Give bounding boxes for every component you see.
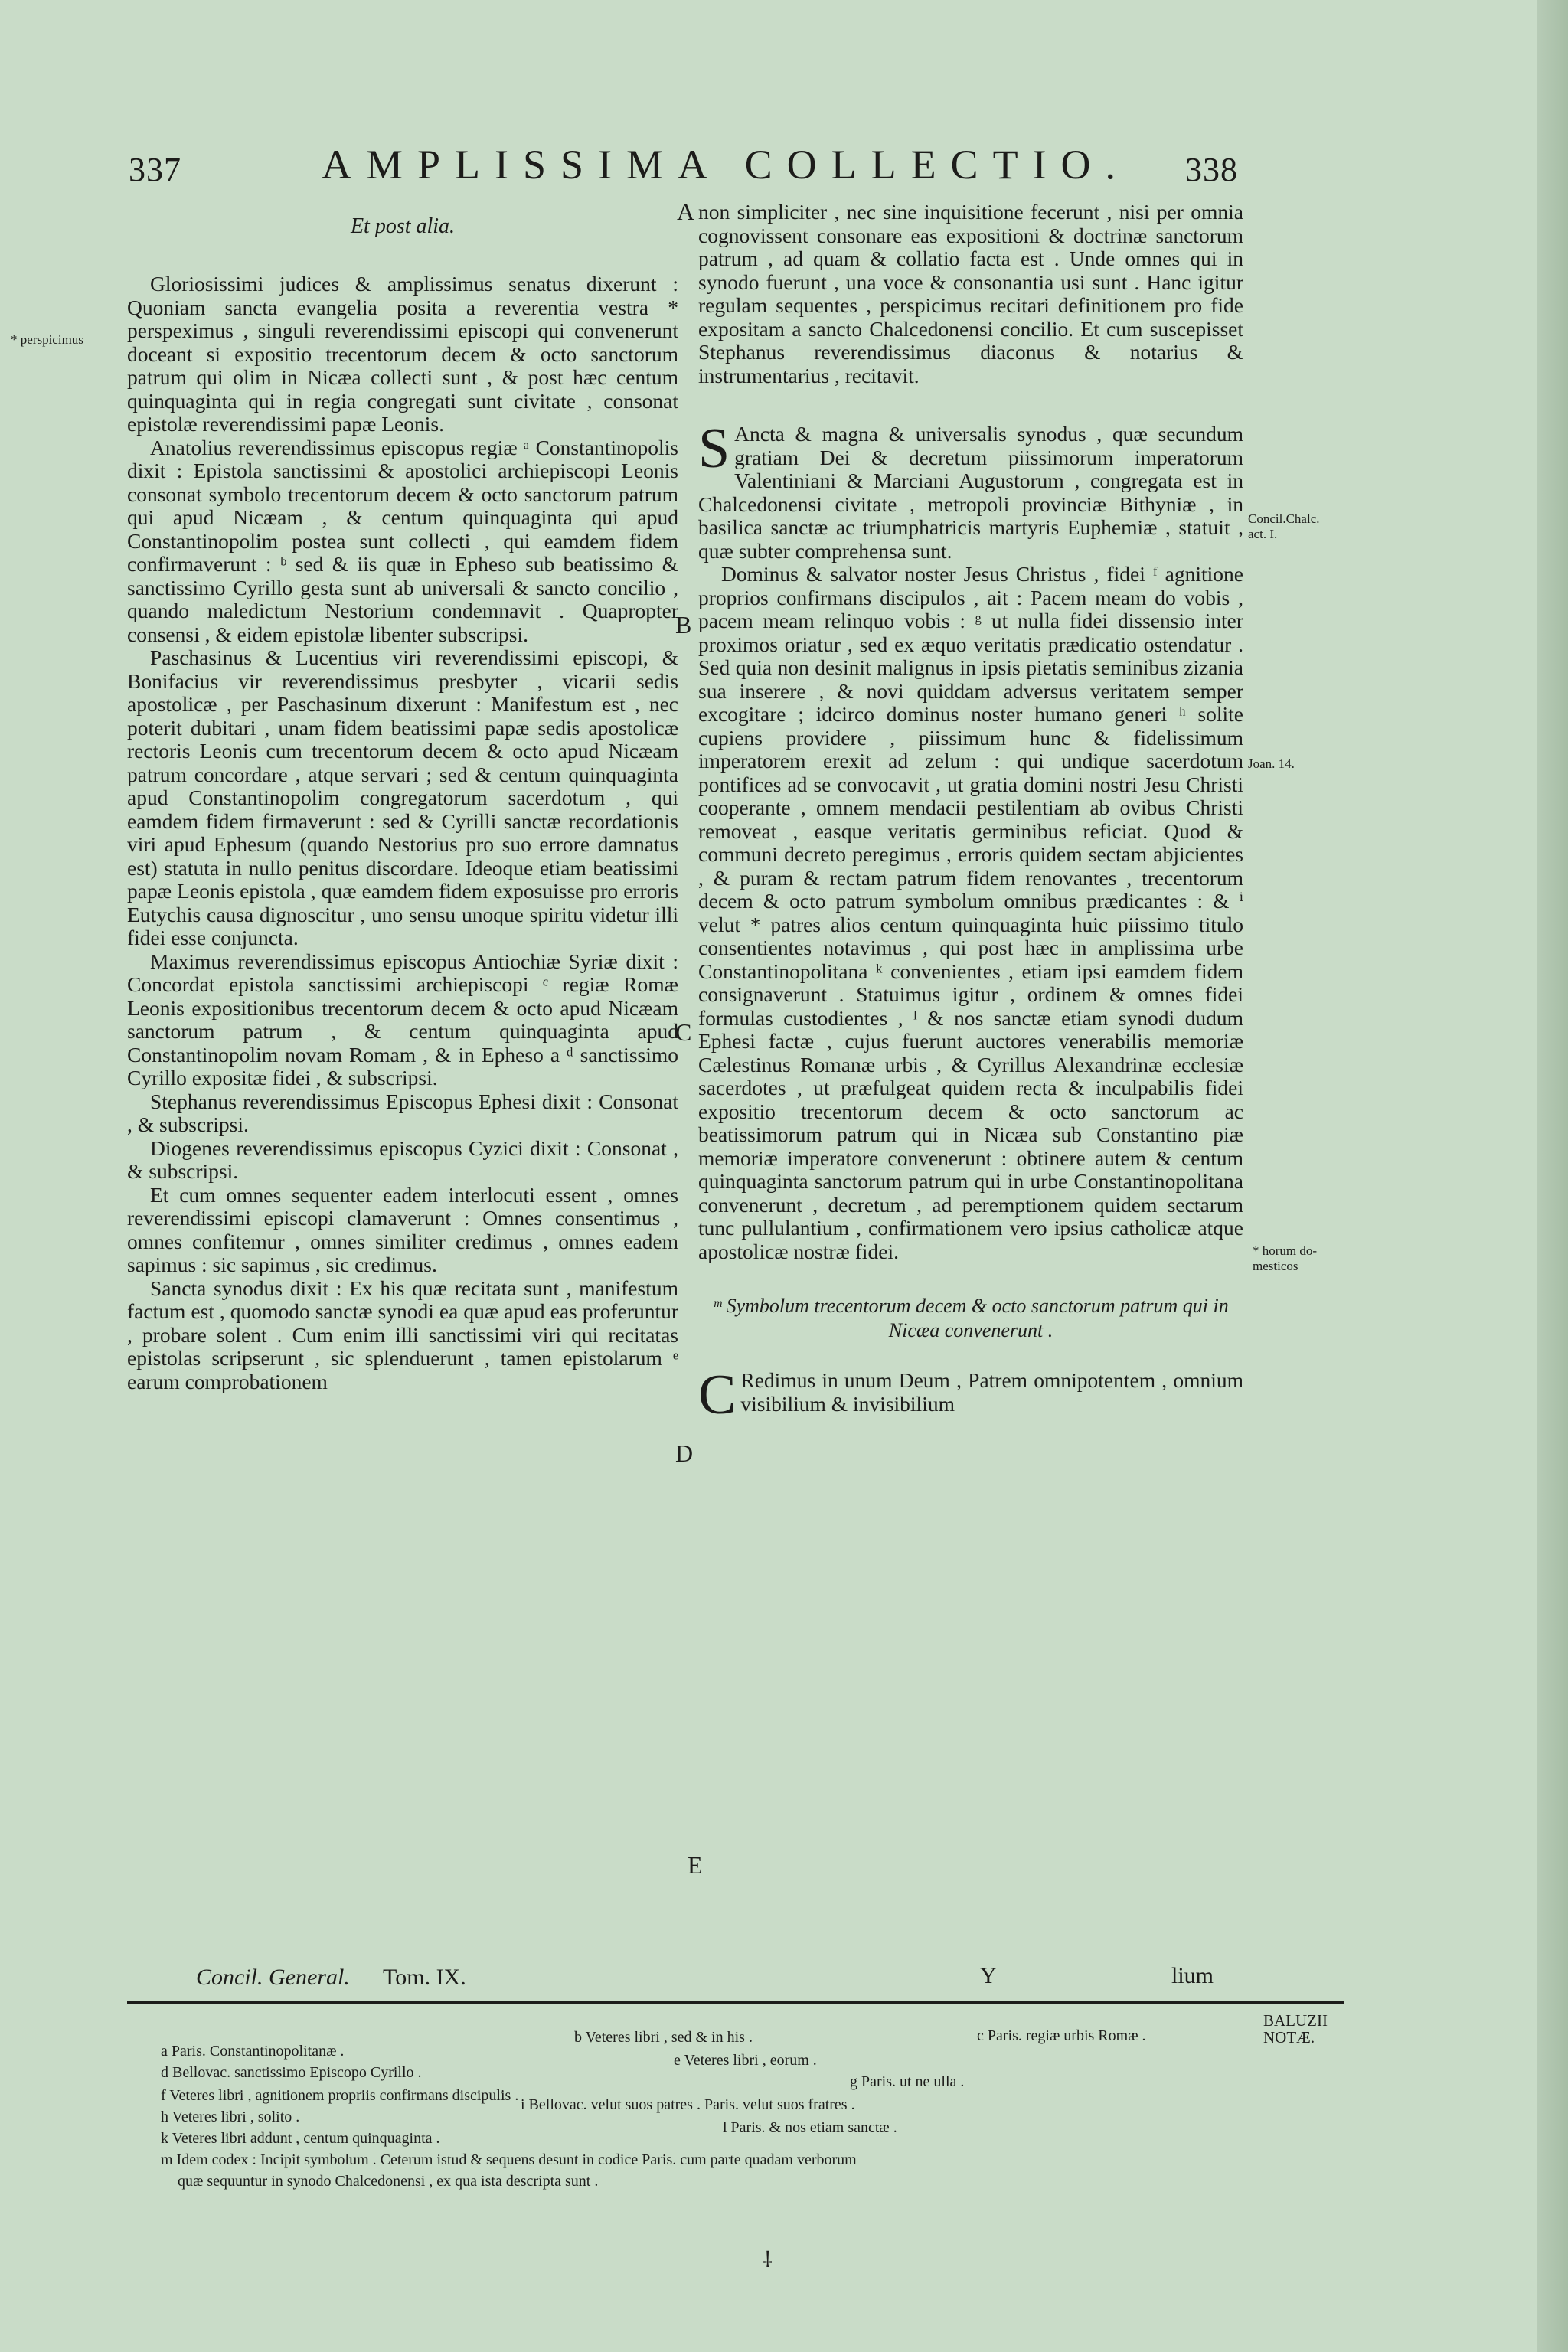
page-number-right: 338 bbox=[1185, 151, 1238, 188]
right-column bbox=[698, 201, 1243, 1418]
paragraph: Paschasinus & Lucentius viri reverendissimi episcopi, & Bonifacius vir reverendissimus presbyter , vicarii sedis apostolicæ , per Paschasinum dixerunt : Manifestum est , nec poterit dubitari , unam fidem beatissimi papæ sedis apostolicæ rectoris Leonis cum trecentorum decem & octo apud Nicæam patrum concordare , atque servari ; sed & centum quinquaginta apud Constantinopolim congregatorum sacerdotum , qui eamdem fidem firmaverunt : sed & Cyrilli sanctæ recordationis viri apud Ephesum (quando Nestorius pro suo errore damnatus est) statuta in nullo penitus discordare. Ideoque etiam beatissimi papæ Leonis epistola , quæ eamdem fidem exposuisse pro erroris Eutychis causa dignoscitur , uno sensu unoque spiritu videtur illi fidei esse conjuncta. bbox=[127, 645, 678, 949]
section-letter-a: A bbox=[677, 198, 695, 225]
signature-left: Concil. General. bbox=[196, 1965, 350, 1990]
volume-mark: Tom. IX. bbox=[383, 1965, 466, 1990]
paragraph: Et cum omnes sequenter eadem interlocuti essent , omnes reverendissimi episcopi clamaverunt : Omnes consentimus , omnes confitemur , omnes similiter credimus , omnes eadem sapimus : sic sapimus , sic credimus. bbox=[127, 1182, 678, 1276]
paragraph: Maximus reverendissimus episcopus Antiochiæ Syriæ dixit : Concordat epistola sanctissimi archiepiscopi ᶜ regiæ Romæ Leonis expositionibus trecentorum decem & octo apud Nicæam sanctorum patrum , & centum quinquaginta apud Constantinopolim novam Romam , & in Epheso a ᵈ sanctissimo Cyrillo expositæ fidei , & subscripsi. bbox=[127, 949, 678, 1089]
footnote-f: f Veteres libri , agnitionem propriis confirmans discipulis . bbox=[161, 2087, 519, 2104]
footnote-rule bbox=[127, 2001, 1344, 2004]
section-letter-d: D bbox=[675, 1439, 694, 1467]
signature-mark: Y bbox=[980, 1963, 997, 1988]
margin-note-perspicimus: * perspicimus bbox=[11, 332, 83, 347]
paragraph: non simpliciter , nec sine inquisitione fecerunt , nisi per omnia cognovissent consonare eas expositioni & doctrinæ sanctorum patrum , ad quam & collatio facta est . Unde omnes qui in synodo fuerunt , una voce & consonantia usi sunt . Hanc igitur regulam sequentes , perspicimus recitari definitionem pro fide expositam a sancto Chalcedonensi concilio. Et cum suscepisset Stephanus reverendissimus diaconus & notarius & instrumentarius , recitavit. bbox=[698, 200, 1243, 387]
footnote-m: m Idem codex : Incipit symbolum . Ceterum istud & sequens desunt in codice Paris. cum parte quadam verborum bbox=[161, 2151, 857, 2168]
paragraph: Stephanus reverendissimus Episcopus Ephesi dixit : Consonat , & subscripsi. bbox=[127, 1089, 678, 1136]
subheading: Et post alia. bbox=[350, 214, 456, 238]
footnote-k: k Veteres libri addunt , centum quinquaginta . bbox=[161, 2130, 440, 2147]
footnote-l: l Paris. & nos etiam sanctæ . bbox=[723, 2119, 897, 2136]
paragraph: Gloriosissimi judices & amplissimus senatus dixerunt : Quoniam sancta evangelia posita a reverentia vestra * perspeximus , singuli reverendissimi episcopi qui convenerunt doceant si expositio trecentorum decem & octo sanctorum patrum qui olim in Nicæa collecti sunt , & post hæc centum quinquaginta qui in regia congregati sunt civitate , consonat epistolæ reverendissimi papæ Leonis. bbox=[127, 272, 678, 436]
creed-text: Redimus in unum Deum , Patrem omnipotentem , omnium visibilium & invisibilium bbox=[740, 1369, 1243, 1416]
footnote-e: e Veteres libri , eorum . bbox=[674, 2052, 817, 2069]
catchword: lium bbox=[1171, 1963, 1214, 1988]
symbol-heading: ᵐ Symbolum trecentorum decem & octo sanctorum patrum qui in Nicæa convenerunt . bbox=[713, 1295, 1229, 1341]
footnote-i: i Bellovac. velut suos patres . Paris. velut suos fratres . bbox=[521, 2096, 855, 2113]
margin-note-joan: Joan. 14. bbox=[1248, 756, 1295, 771]
section-letter-e: E bbox=[688, 1851, 703, 1879]
running-title: AMPLISSIMA COLLECTIO. bbox=[322, 142, 1131, 188]
footnote-b: b Veteres libri , sed & in his . bbox=[574, 2029, 753, 2046]
footnote-g: g Paris. ut ne ulla . bbox=[850, 2073, 965, 2090]
paragraph: Ancta & magna & universalis synodus , quæ secundum gratiam Dei & decretum piissimorum imperatorum Valentiniani & Marciani Augustorum , congregata est in Chalcedonensi civitate , metropoli provinciæ Bithyniæ , in basilica sanctæ ac triumphatricis martyris Euphemiæ , statuit , quæ subter comprehensa sunt. bbox=[698, 423, 1243, 563]
paragraph: Sancta synodus dixit : Ex his quæ recitata sunt , manifestum factum est , quomodo sanctæ synodi ea quæ apud eas proferuntur , probare solent . Cum enim illi sanctissimi viri qui recitatas epistolas scripserunt , sic splenduerunt , tamen epistolarum ᵉ earum comprobationem bbox=[127, 1276, 678, 1393]
paragraph: Dominus & salvator noster Jesus Christus , fidei ᶠ agnitione proprios confirmans discipulos , ait : Pacem meam do vobis , pacem meam relinquo vobis : ᵍ ut nulla fidei dissensio inter proximos oriatur , sed ex æquo veritatis prædicatio ostendatur . Sed quia non desinit malignus in ipsis pietatis seminibus zizania sua inserere , & novi quiddam adversus veritatem semper excogitare ; idcirco dominus noster humano generi ʰ solite cupiens providere , piissimum hunc & fidelissimum imperatorem erexit ad zelum : qui undique sacerdotum pontifices ad se convocavit , ut gratia domini nostri Jesu Christi cooperante , omnem mendacii pestilentiam ab ovibus Christi removeat , easque veritatis germinibus reficiat. Quod & communi decreto peregimus , erroris quidem sectam abjicientes , & puram & rectam patrum fidem renovantes , trecentorum decem & octo patrum symbolum omnibus prædicantes : & ⁱ velut * patres alios centum quinquaginta huic piissimo titulo consentientes notavimus , qui post hæc in amplissima urbe Constantinopolitana ᵏ convenientes , etiam ipsi eamdem fidem consignaverunt . Statuimus igitur , ordinem & omnes fidei formulas custodientes , ˡ & nos sanctæ etiam synodi dudum Ephesi factæ , cujus fuerunt auctores venerabilis memoriæ Cælestinus Romanæ urbis , & Cyrillus Alexandrinæ ecclesiæ sacerdotes , ut præfulgeat quidem recta & inculpabilis fidei expositio trecentorum decem & octo sanctorum ac beatissimorum patrum qui in Nicæa sub Constantino piæ memoriæ imperatore convenerunt : obtinere autem & centum quinquaginta sanctorum patrum qui in urbe Constantinopolitana convenerunt , decretum , ad peremptionem quidem sectarum tunc pullulantium , confirmationem vero ipsius catholicæ atque apostolicæ nostræ fidei. bbox=[698, 562, 1243, 1263]
page-edge bbox=[1537, 0, 1568, 2352]
footnote-c: c Paris. regiæ urbis Romæ . bbox=[977, 2027, 1146, 2044]
footnote-d: d Bellovac. sanctissimo Episcopo Cyrillo . bbox=[161, 2064, 422, 2081]
dropcap-c: C bbox=[698, 1369, 737, 1418]
paragraph: Diogenes reverendissimus episcopus Cyzici dixit : Consonat , & subscripsi. bbox=[127, 1135, 678, 1183]
section-letter-b: B bbox=[675, 611, 692, 639]
ornament-mark: ⸸ bbox=[763, 2249, 773, 2272]
page-number-left: 337 bbox=[129, 151, 181, 188]
left-column bbox=[127, 214, 678, 1393]
section-letter-c: C bbox=[675, 1018, 692, 1046]
footnote-m-continued: quæ sequuntur in synodo Chalcedonensi , ex qua ista descripta sunt . bbox=[178, 2173, 599, 2190]
paragraph: Anatolius reverendissimus episcopus regiæ ᵃ Constantinopolis dixit : Epistola sanctissimi & apostolici archiepiscopi Leonis consonat symbolo trecentorum decem & octo sanctorum patrum qui apud Nicæam , & centum quinquaginta qui apud Constantinopolim postea sunt collecti , qui eamdem fidem confirmaverunt : ᵇ sed & iis quæ in Epheso sub beatissimo & sanctissimo Cyrillo gesta sunt ab universali & sancto concilio , quando maledictum Nestorium condemnavit . Quapropter consensi , & eidem epistolæ libenter subscripsi. bbox=[127, 435, 678, 646]
footnote-h: h Veteres libri , solito . bbox=[161, 2109, 300, 2125]
margin-note-horum: * horum do- mesticos bbox=[1253, 1243, 1318, 1273]
margin-note-concil: Concil.Chalc. act. I. bbox=[1248, 511, 1320, 541]
footnote-a: a Paris. Constantinopolitanæ . bbox=[161, 2043, 345, 2060]
dropcap-s: S bbox=[698, 423, 730, 480]
notes-label: BALUZII NOTÆ. bbox=[1263, 2011, 1328, 2047]
